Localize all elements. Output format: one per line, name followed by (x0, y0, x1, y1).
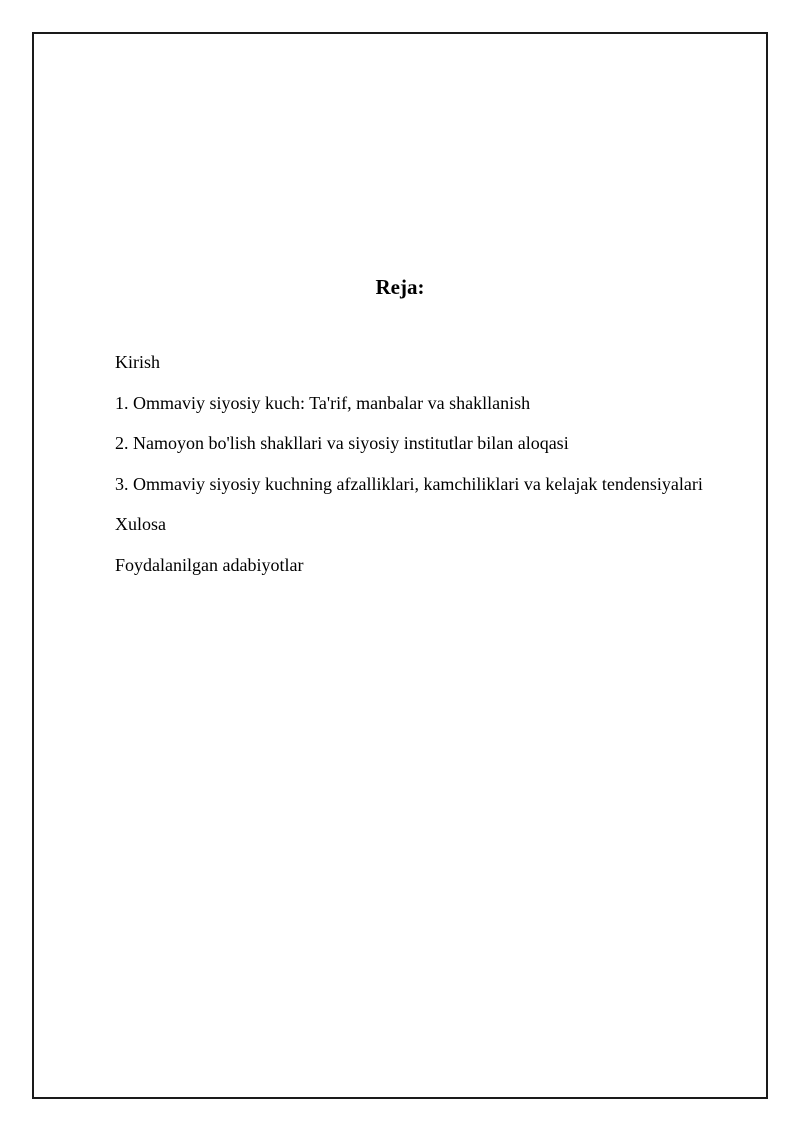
toc-item-conclusion: Xulosa (115, 514, 166, 534)
toc-item-chapter-2: 2. Namoyon bo'lish shakllari va siyosiy institutlar bilan aloqasi (115, 433, 569, 453)
toc-item-chapter-1: 1. Ommaviy siyosiy kuch: Ta'rif, manbalar va shakllanish (115, 392, 531, 413)
toc-item-introduction: Kirish (115, 352, 160, 372)
table-of-contents (115, 350, 703, 593)
toc-item-references: Foydalanilgan adabiyotlar (115, 554, 304, 575)
toc-item-chapter-3: 3. Ommaviy siyosiy kuchning afzalliklari, kamchiliklari va kelajak tendensiyalari (115, 473, 703, 494)
page-title: Reja: (375, 275, 425, 299)
